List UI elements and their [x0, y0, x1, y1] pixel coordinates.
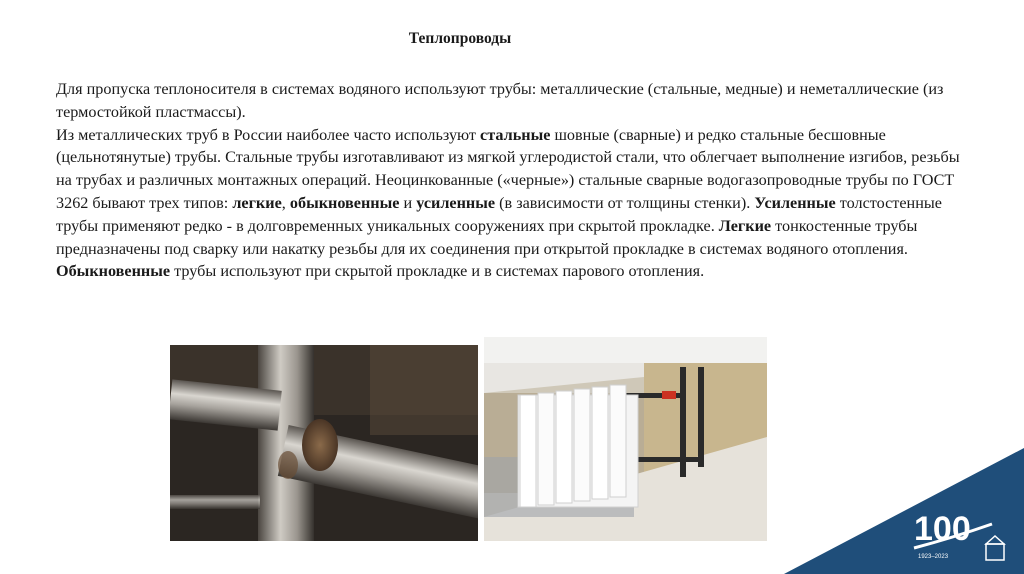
text-run: (в зависимости от толщины стенки). [495, 193, 755, 212]
text-run: и [399, 193, 417, 212]
text-run: трубы используют при скрытой прокладке и в системах парового отопления. [170, 262, 705, 281]
text-run: , [281, 193, 290, 212]
text-run: шовные (сварные) и редко стальные бесшовные (цельнотянутые) трубы. Стальные трубы изготавливают из мягкой углеродистой стали, что облегчает выполнение изгибов, резьбы на трубах и различных монтажных операций. Неоцинкованные («черные») стальные сварные водогазопроводные трубы по ГОСТ 3262 бывают трех типов: [56, 125, 960, 212]
bold-term: Обыкновенные [56, 262, 171, 281]
anniversary-logo [912, 502, 1010, 564]
text-run: Для пропуска теплоносителя в системах водяного используют трубы: металлические (стальные, медные) и неметаллические (из термостойкой пластмассы). [56, 80, 944, 121]
bold-term: легкие [232, 193, 282, 212]
body-paragraph [56, 78, 976, 124]
text-run: Из металлических труб в России наиболее часто используют [56, 125, 481, 144]
welded-pipes-image [170, 345, 478, 541]
radiator-image [484, 337, 767, 541]
slide-body-text [56, 78, 976, 283]
body-paragraph [56, 124, 976, 284]
bold-term: усиленные [416, 193, 496, 212]
bold-term: Легкие [718, 216, 772, 235]
bold-term: Усиленные [754, 193, 836, 212]
logo-years: 1923–2023 [918, 554, 949, 560]
slide-title: Теплопроводы [408, 30, 512, 47]
text-run: тонкостенные трубы предназначены под сварку или накатку резьбы для их соединения при открытой прокладке в системах водяного отопления. [56, 216, 918, 258]
bold-term: стальные [480, 125, 551, 144]
logo-number: 100 [914, 510, 971, 548]
bold-term: обыкновенные [289, 193, 400, 212]
text-run: толстостенные трубы применяют редко - в долговременных уникальных сооружениях при скрытой прокладке. [56, 193, 942, 235]
